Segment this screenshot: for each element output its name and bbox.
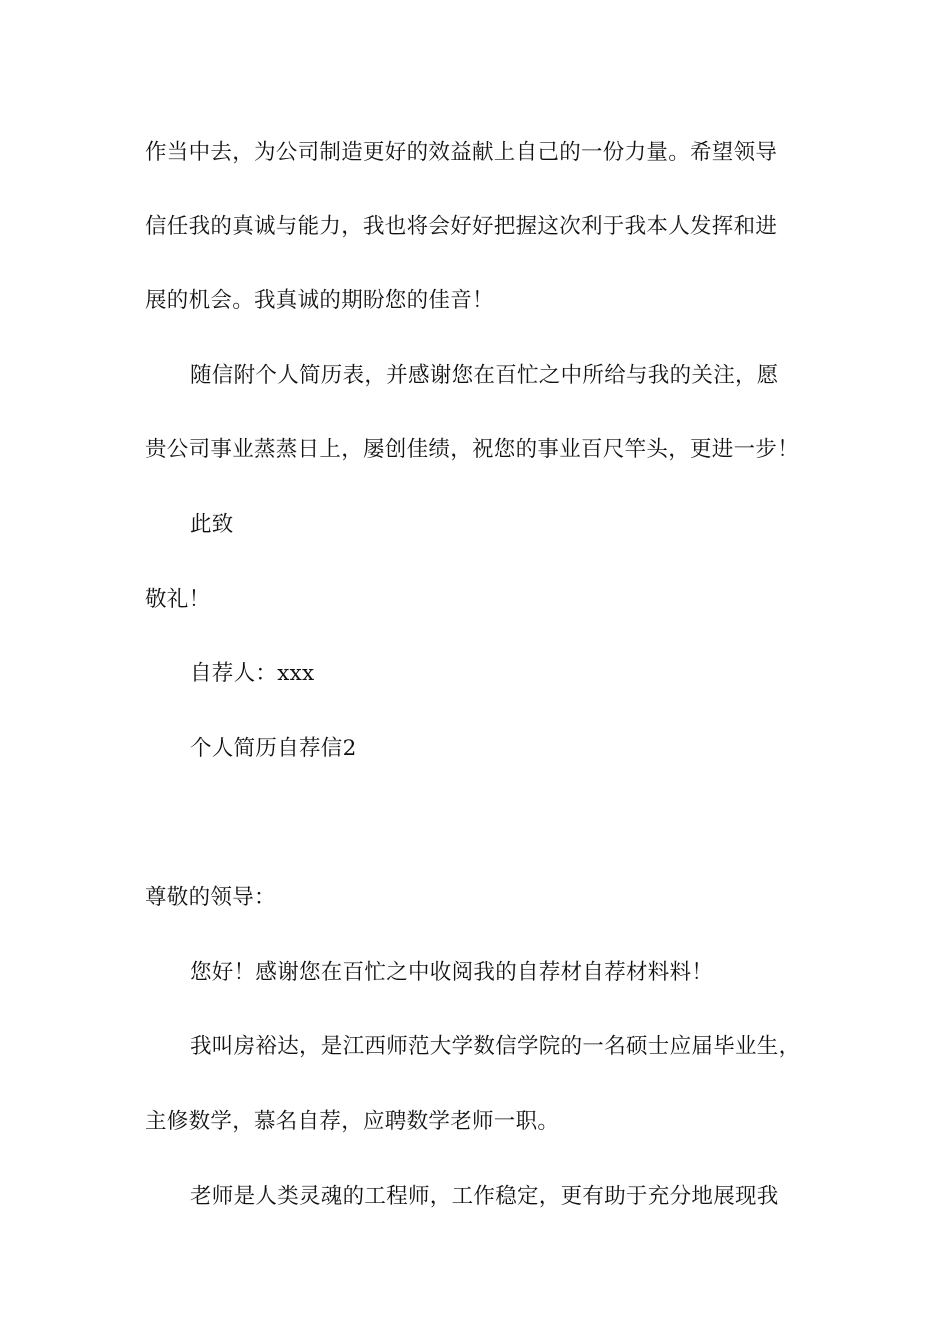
body-text-line: 展的机会。我真诚的期盼您的佳音！ (145, 288, 494, 313)
body-text-line: 您好！感谢您在百忙之中收阅我的自荐材自荐材料料！ (190, 960, 714, 985)
closing-salutation: 此致 (190, 512, 234, 537)
body-text-line: 我叫房裕达，是江西师范大学数信学院的一名硕士应届毕业生， (190, 1034, 801, 1059)
body-text-line: 主修数学，慕名自荐，应聘数学老师一职。 (145, 1109, 560, 1134)
body-text-line: 信任我的真诚与能力，我也将会好好把握这次利于我本人发挥和进 (145, 214, 778, 239)
greeting-line: 尊敬的领导： (145, 885, 276, 910)
closing-regards: 敬礼！ (145, 587, 211, 612)
body-text-line: 老师是人类灵魂的工程师，工作稳定，更有助于充分地展现我 (190, 1184, 779, 1209)
body-text-line: 作当中去，为公司制造更好的效益献上自己的一份力量。希望领导 (145, 140, 778, 165)
body-text-line: 随信附个人简历表，并感谢您在百忙之中所给与我的关注，愿 (190, 363, 779, 388)
signature-line: 自荐人：xxx (190, 661, 315, 686)
section-title: 个人简历自荐信2 (190, 736, 357, 761)
body-text-line: 贵公司事业蒸蒸日上，屡创佳绩，祝您的事业百尺竿头，更进一步！ (145, 437, 800, 462)
